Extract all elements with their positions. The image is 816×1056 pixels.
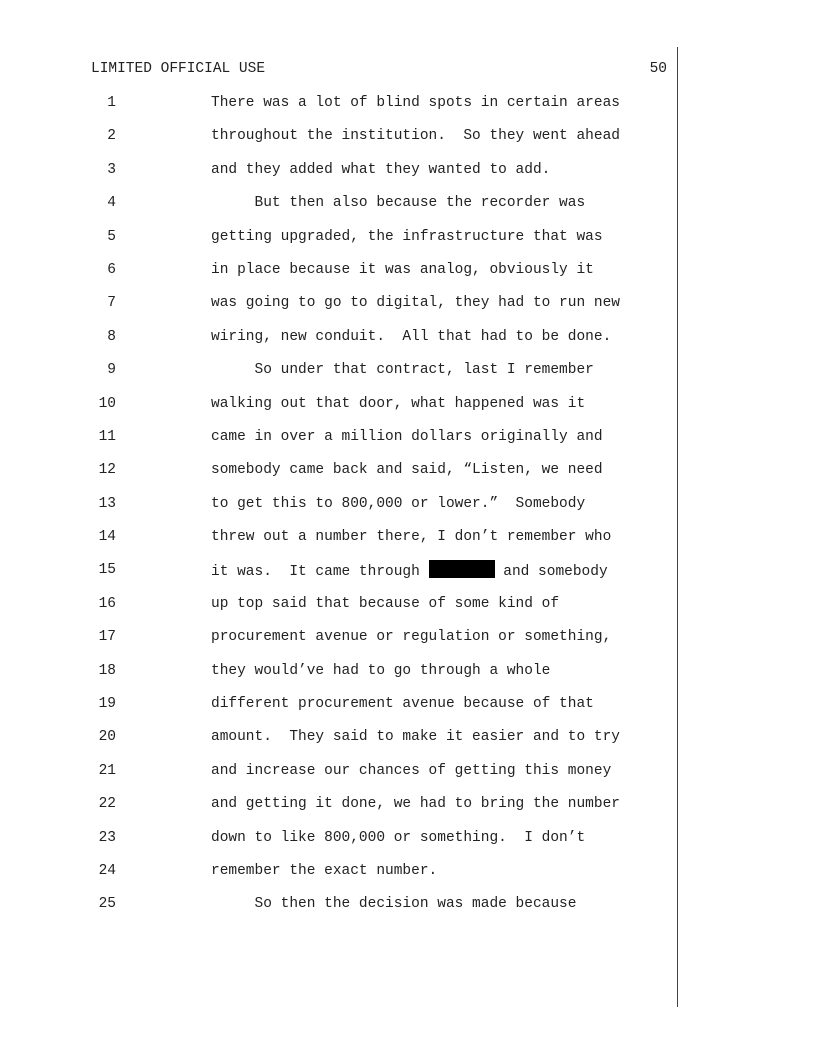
line-text: was going to go to digital, they had to run new — [211, 295, 620, 312]
transcript-line — [0, 794, 816, 827]
line-number: 3 — [107, 161, 116, 178]
transcript-line — [0, 560, 816, 593]
line-number: 10 — [98, 395, 116, 412]
line-text: throughout the institution. So they went ahead — [211, 128, 620, 145]
line-text: There was a lot of blind spots in certain areas — [211, 95, 620, 111]
line-text-after-redaction: and somebody — [494, 564, 608, 581]
transcript-line — [0, 93, 816, 126]
line-number: 12 — [98, 462, 116, 479]
line-number: 22 — [98, 796, 116, 813]
line-number: 23 — [98, 829, 116, 846]
transcript-line — [0, 594, 816, 627]
transcript-line — [0, 460, 816, 493]
transcript-line — [0, 694, 816, 727]
line-number: 18 — [98, 662, 116, 679]
line-text: they would’ve had to go through a whole — [211, 662, 551, 679]
line-text: in place because it was analog, obviously it — [211, 261, 594, 278]
line-number: 6 — [107, 261, 116, 278]
line-text: threw out a number there, I don’t remember who — [211, 529, 612, 546]
line-text: remember the exact number. — [211, 862, 438, 879]
page-header — [91, 61, 667, 77]
line-text-before-redaction: it was. It came through — [211, 564, 429, 581]
transcript-line — [0, 661, 816, 694]
transcript-line — [0, 394, 816, 427]
line-text: getting upgraded, the infrastructure that was — [211, 228, 603, 245]
redaction-block — [429, 560, 495, 578]
line-text: procurement avenue or regulation or something, — [211, 629, 612, 646]
transcript-line — [0, 894, 816, 927]
line-text: to get this to 800,000 or lower.” Somebody — [211, 495, 586, 512]
line-text: So under that contract, last I remember — [211, 362, 594, 379]
line-text: and getting it done, we had to bring the number — [211, 796, 620, 813]
line-number: 14 — [98, 529, 116, 546]
transcript-line — [0, 327, 816, 360]
transcript-line — [0, 126, 816, 159]
transcript-line — [0, 427, 816, 460]
line-number: 9 — [107, 362, 116, 379]
page-number: 50 — [649, 61, 667, 77]
line-text: came in over a million dollars originally and — [211, 428, 603, 445]
line-number: 24 — [98, 862, 116, 879]
line-number: 17 — [98, 629, 116, 646]
line-number: 2 — [107, 128, 116, 145]
line-text: down to like 800,000 or something. I don’t — [211, 829, 586, 846]
line-text: and increase our chances of getting this money — [211, 762, 612, 779]
transcript-line — [0, 293, 816, 326]
transcript-line — [0, 861, 816, 894]
transcript-line — [0, 627, 816, 660]
transcript-line — [0, 360, 816, 393]
transcript-line — [0, 193, 816, 226]
line-text: But then also because the recorder was — [211, 195, 586, 212]
line-number: 4 — [107, 195, 116, 212]
transcript-line — [0, 494, 816, 527]
line-number: 19 — [98, 696, 116, 713]
line-text: walking out that door, what happened was it — [211, 395, 586, 412]
transcript-body — [0, 93, 816, 928]
transcript-line — [0, 727, 816, 760]
transcript-line — [0, 761, 816, 794]
line-number: 25 — [98, 896, 116, 913]
line-number: 7 — [107, 295, 116, 312]
line-number: 5 — [107, 228, 116, 245]
line-number: 1 — [107, 95, 116, 111]
line-number: 13 — [98, 495, 116, 512]
line-text: up top said that because of some kind of — [211, 595, 560, 612]
line-number: 15 — [98, 562, 116, 579]
transcript-line — [0, 527, 816, 560]
transcript-line — [0, 227, 816, 260]
transcript-line — [0, 260, 816, 293]
transcript-line — [0, 160, 816, 193]
line-text: different procurement avenue because of that — [211, 696, 594, 713]
line-text: and they added what they wanted to add. — [211, 161, 551, 178]
line-text: So then the decision was made because — [211, 896, 577, 913]
line-text: amount. They said to make it easier and to try — [211, 729, 620, 746]
line-number: 21 — [98, 762, 116, 779]
line-text — [211, 560, 608, 582]
line-text: somebody came back and said, “Listen, we need — [211, 462, 603, 479]
line-number: 8 — [107, 328, 116, 345]
line-number: 20 — [98, 729, 116, 746]
line-number: 16 — [98, 595, 116, 612]
line-text: wiring, new conduit. All that had to be done. — [211, 328, 612, 345]
transcript-line — [0, 828, 816, 861]
classification-label: LIMITED OFFICIAL USE — [91, 61, 266, 77]
line-number: 11 — [98, 428, 116, 445]
